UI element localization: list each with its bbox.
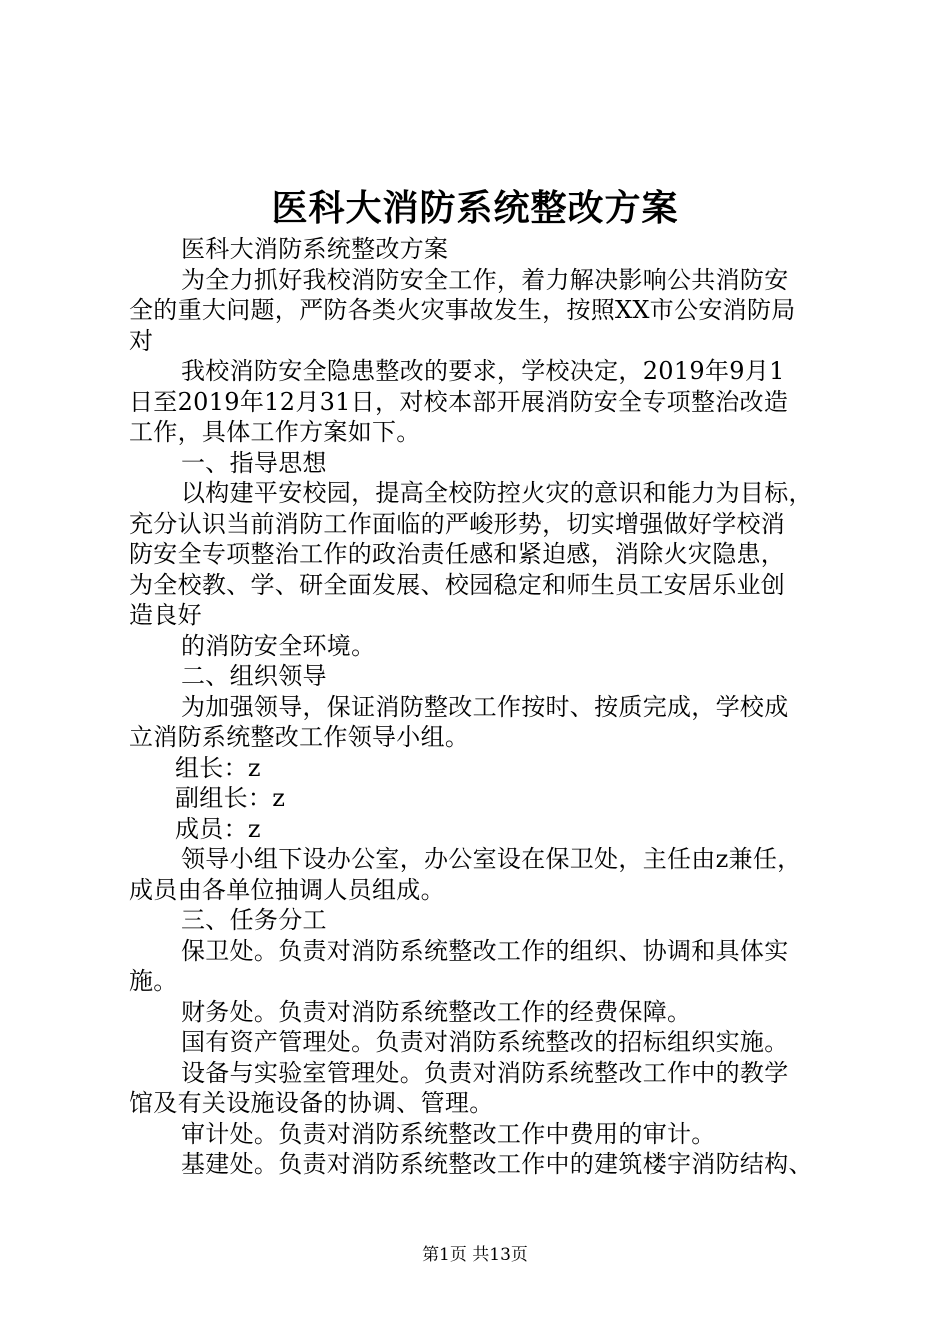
- paragraph-line: 馆及有关设施设备的协调、管理。: [129, 1089, 494, 1117]
- paragraph-line: 领导小组下设办公室，办公室设在保卫处，主任由z兼任，: [181, 845, 802, 873]
- paragraph-line: 我校消防安全隐患整改的要求，学校决定，2019年9月1: [181, 357, 785, 385]
- paragraph-line: 充分认识当前消防工作面临的严峻形势，切实增强做好学校消: [129, 509, 786, 538]
- paragraph-line: 基建处。负责对消防系统整改工作中的建筑楼宇消防结构、: [181, 1150, 813, 1178]
- paragraph-line: 的消防安全环境。: [181, 631, 376, 660]
- paragraph-line: 施。: [129, 967, 178, 995]
- paragraph-line: 保卫处。负责对消防系统整改工作的组织、协调和具体实: [181, 936, 789, 965]
- paragraph-line: 全的重大问题，严防各类火灾事故发生，按照XX市公安消防局: [129, 296, 796, 324]
- section-heading: 三、任务分工: [181, 906, 327, 934]
- paragraph-line: 审计处。负责对消防系统整改工作中费用的审计。: [181, 1119, 716, 1148]
- paragraph-line: 为全校教、学、研全面发展、校园稳定和师生员工安居乐业创: [129, 570, 786, 599]
- paragraph-line: 成员：z: [175, 814, 261, 843]
- paragraph-line: 组长：z: [175, 753, 261, 782]
- paragraph-line: 为全力抓好我校消防安全工作，着力解决影响公共消防安: [181, 265, 789, 294]
- paragraph-line: 成员由各单位抽调人员组成。: [129, 875, 445, 904]
- paragraph-line: 工作，具体工作方案如下。: [129, 418, 421, 446]
- paragraph-line: 财务处。负责对消防系统整改工作的经费保障。: [181, 997, 692, 1026]
- document-title: 医科大消防系统整改方案: [271, 187, 679, 229]
- paragraph-line: 医科大消防系统整改方案: [181, 235, 449, 263]
- paragraph-line: 以构建平安校园，提高全校防控火灾的意识和能力为目标，: [181, 479, 813, 507]
- section-heading: 一、指导思想: [181, 448, 327, 477]
- paragraph-line: 国有资产管理处。负责对消防系统整改的招标组织实施。: [181, 1028, 789, 1056]
- paragraph-line: 造良好: [129, 601, 202, 629]
- section-heading: 二、组织领导: [181, 662, 327, 690]
- paragraph-line: 立消防系统整改工作领导小组。: [129, 723, 470, 751]
- paragraph-line: 对: [129, 326, 154, 355]
- paragraph-line: 设备与实验室管理处。负责对消防系统整改工作中的教学: [181, 1058, 789, 1087]
- paragraph-line: 防安全专项整治工作的政治责任感和紧迫感，消除火灾隐患，: [129, 540, 786, 568]
- paragraph-line: 为加强领导，保证消防整改工作按时、按质完成，学校成: [181, 692, 789, 721]
- paragraph-line: 日至2019年12月31日，对校本部开展消防安全专项整治改造: [129, 387, 789, 416]
- paragraph-line: 副组长：z: [175, 784, 286, 812]
- document-body: [129, 234, 834, 1180]
- page-number-footer: 第1页 共13页: [422, 1245, 528, 1265]
